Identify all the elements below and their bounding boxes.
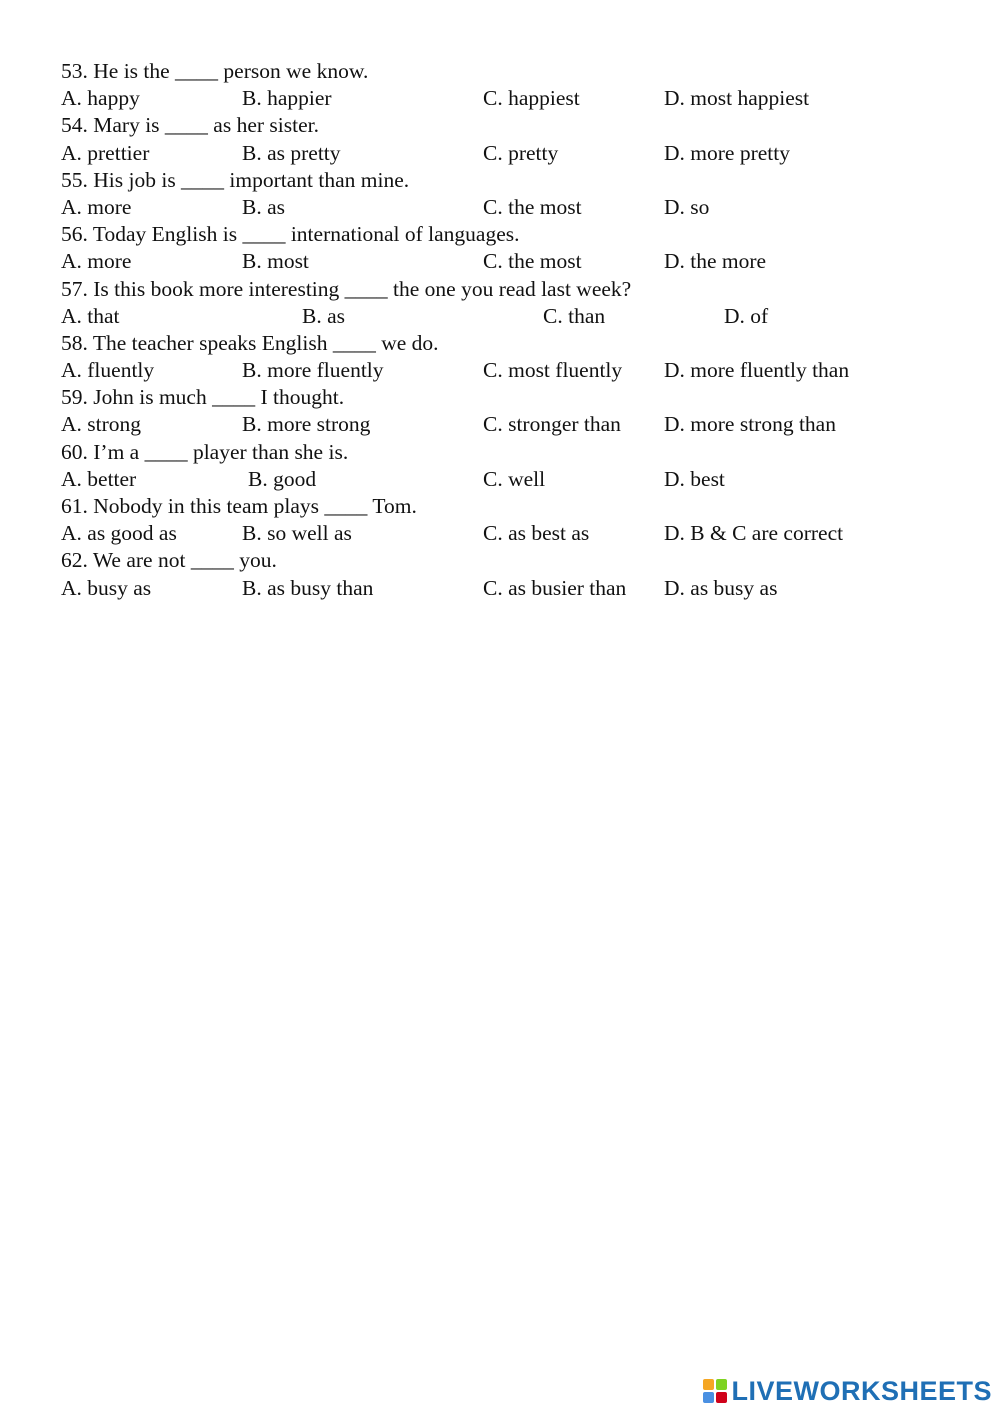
option-c: C. the most (483, 249, 582, 274)
question-stem-58: 58. The teacher speaks English ____ we do. (61, 330, 439, 355)
option-b: B. as (242, 194, 285, 219)
option-a: A. happy (61, 86, 140, 111)
options-row-57 (61, 303, 961, 330)
question-stem-62: 62. We are not ____ you. (61, 548, 277, 573)
option-d: D. more fluently than (664, 358, 850, 383)
option-a: A. that (61, 303, 120, 328)
option-c: C. stronger than (483, 412, 621, 437)
worksheet (61, 58, 961, 602)
question-stem-56: 56. Today English is ____ international of languages. (61, 222, 520, 247)
option-d: D. the more (664, 249, 767, 274)
option-c: C. as busier than (483, 575, 627, 600)
option-a: A. as good as (61, 521, 177, 546)
question-stem-53: 53. He is the ____ person we know. (61, 59, 369, 83)
option-a: A. better (61, 466, 137, 491)
option-d: D. best (664, 466, 725, 491)
question-stem-61: 61. Nobody in this team plays ____ Tom. (61, 494, 417, 518)
option-a: A. fluently (61, 358, 155, 383)
option-a: A. busy as (61, 575, 152, 600)
liveworksheets-logo[interactable] (703, 1377, 992, 1405)
option-c: C. well (483, 466, 546, 491)
options-row-58 (61, 357, 961, 384)
option-a: A. more (61, 249, 132, 274)
options-row-59 (61, 411, 961, 438)
option-d: D. B & C are correct (664, 521, 844, 546)
option-b: B. as busy than (242, 575, 374, 600)
option-b: B. as pretty (242, 140, 341, 165)
option-b: B. good (248, 466, 317, 491)
liveworksheets-logo-icon (703, 1379, 727, 1403)
option-c: C. pretty (483, 140, 559, 165)
question-stem-54: 54. Mary is ____ as her sister. (61, 113, 319, 138)
option-d: D. more pretty (664, 140, 790, 165)
options-row-60 (61, 466, 961, 493)
option-a: A. more (61, 194, 132, 219)
option-d: D. most happiest (664, 86, 810, 111)
option-c: C. as best as (483, 521, 590, 546)
option-c: C. most fluently (483, 358, 623, 383)
option-b: B. so well as (242, 521, 352, 546)
option-a: A. prettier (61, 140, 150, 165)
options-row-53 (61, 85, 961, 112)
option-b: B. as (302, 303, 345, 328)
question-stem-55: 55. His job is ____ important than mine. (61, 167, 410, 192)
question-stem-57: 57. Is this book more interesting ____ the one you read last week? (61, 276, 632, 301)
option-d: D. so (664, 194, 710, 219)
option-b: B. most (242, 249, 309, 274)
options-row-54 (61, 140, 961, 167)
options-row-61 (61, 520, 961, 547)
option-b: B. more fluently (242, 358, 384, 383)
question-stem-60: 60. I’m a ____ player than she is. (61, 439, 349, 464)
option-c: C. happiest (483, 86, 580, 111)
option-c: C. than (543, 303, 606, 328)
option-b: B. more strong (242, 412, 371, 437)
option-d: D. more strong than (664, 412, 836, 437)
logo-text: LIVEWORKSHEETS (731, 1375, 992, 1406)
options-row-62 (61, 575, 961, 602)
option-c: C. the most (483, 194, 582, 219)
options-row-56 (61, 248, 961, 275)
option-d: D. as busy as (664, 575, 778, 600)
option-b: B. happier (242, 86, 332, 111)
options-row-55 (61, 194, 961, 221)
option-d: D. of (724, 303, 769, 328)
option-a: A. strong (61, 412, 142, 437)
question-stem-59: 59. John is much ____ I thought. (61, 385, 345, 410)
